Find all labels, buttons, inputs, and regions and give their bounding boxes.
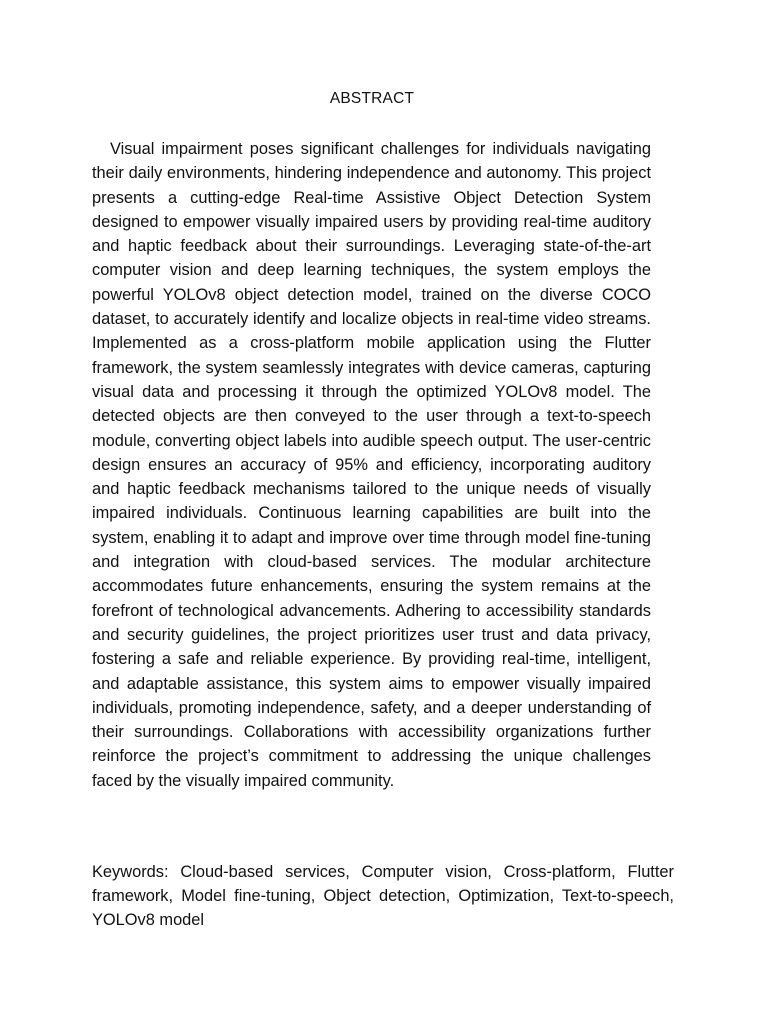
abstract-heading: ABSTRACT — [329, 90, 415, 107]
abstract-paragraph: Visual impairment poses significant challenges for individuals navigating their daily environments, hindering independence and autonomy. This project presents a cutting-edge Real-time Assistive Object Detection System designed to empower visually impaired users by providing real-time auditory and haptic feedback about their surroundings. Leveraging state-of-the-art computer vision and deep learning techniques, the system employs the powerful YOLOv8 object detection model, trained on the diverse COCO dataset, to accurately identify and localize objects in real-time video streams. Implemented as a cross-platform mobile application using the Flutter framework, the system seamlessly integrates with device cameras, capturing visual data and processing it through the optimized YOLOv8 model. The detected objects are then conveyed to the user through a text-to-speech module, converting object labels into audible speech output. The user-centric design ensures an accuracy of 95% and efficiency, incorporating auditory and haptic feedback mechanisms tailored to the unique needs of visually impaired individuals. Continuous learning capabilities are built into the system, enabling it to adapt and improve over time through model fine-tuning and integration with cloud-based services. The modular architecture accommodates future enhancements, ensuring the system remains at the forefront of technological advancements. Adhering to accessibility standards and security guidelines, the project prioritizes user trust and data privacy, fostering a safe and reliable experience. By providing real-time, intelligent, and adaptable assistance, this system aims to empower visually impaired individuals, promoting independence, safety, and a deeper understanding of their surroundings. Collaborations with accessibility organizations further reinforce the project’s commitment to addressing the unique challenges faced by the visually impaired community. — [92, 140, 651, 790]
keywords-paragraph: Keywords: Cloud-based services, Computer vision, Cross-platform, Flutter framework, Model fine-tuning, Object detection, Optimization, Text-to-speech, YOLOv8 model — [92, 863, 674, 929]
